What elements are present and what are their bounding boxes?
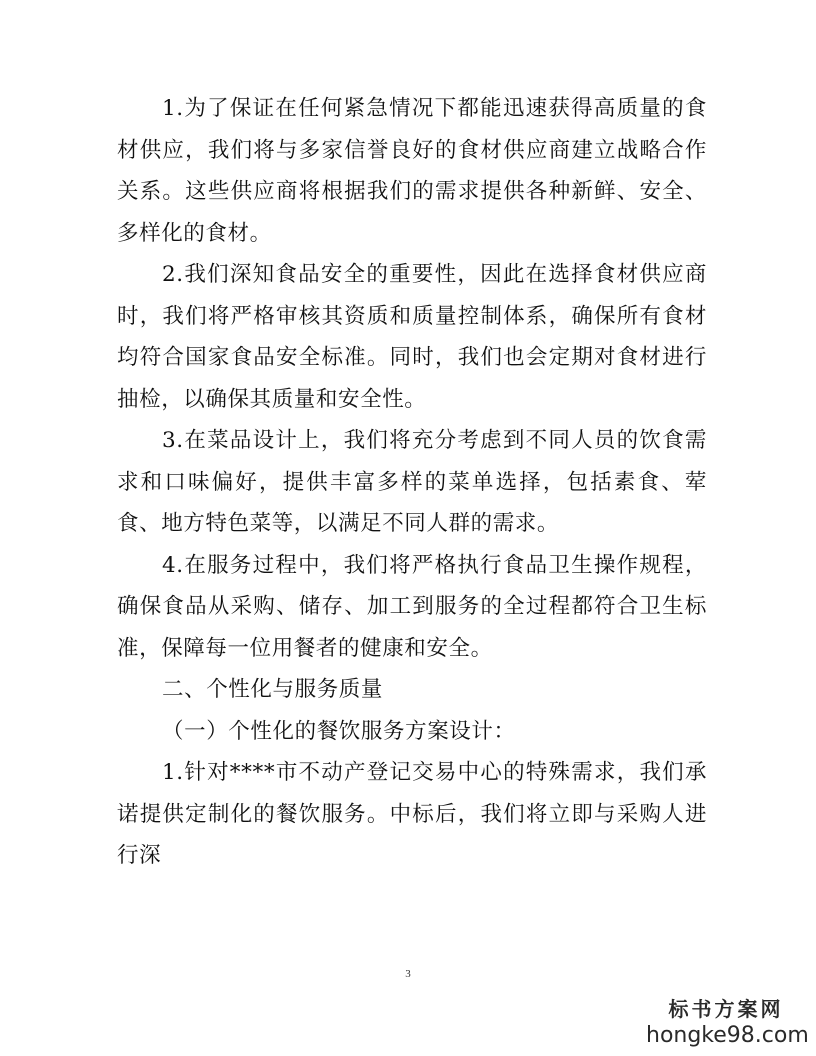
body-text: [117, 88, 707, 877]
paragraph-5: 1.针对****市不动产登记交易中心的特殊需求，我们承诺提供定制化的餐饮服务。中标后，我们将立即与采购人进行深: [117, 760, 707, 868]
paragraph-4: 4.在服务过程中，我们将严格执行食品卫生操作规程，确保食品从采购、储存、加工到服务的全过程都符合卫生标准，保障每一位用餐者的健康和安全。: [117, 552, 707, 661]
page-number: 3: [405, 968, 411, 980]
paragraph-3: 3.在菜品设计上，我们将充分考虑到不同人员的饮食需求和口味偏好，提供丰富多样的菜单选择，包括素食、荤食、地方特色菜等，以满足不同人群的需求。: [117, 428, 707, 536]
watermark-logo: [646, 996, 809, 1050]
watermark-title: 标书方案网: [668, 997, 784, 1021]
subsection-heading: （一）个性化的餐饮服务方案设计：: [162, 718, 516, 744]
section-heading: 二、个性化与服务质量: [162, 677, 384, 702]
paragraph-2: 2.我们深知食品安全的重要性，因此在选择食材供应商时，我们将严格审核其资质和质量控制体系，确保所有食材均符合国家食品安全标准。同时，我们也会定期对食材进行抽检，以确保其质量和安全性。: [117, 262, 707, 412]
watermark-url: hongke98.com: [646, 1023, 809, 1048]
paragraph-1: 1.为了保证在任何紧急情况下都能迅速获得高质量的食材供应，我们将与多家信誉良好的食材供应商建立战略合作关系。这些供应商将根据我们的需求提供各种新鲜、安全、多样化的食材。: [117, 96, 707, 246]
